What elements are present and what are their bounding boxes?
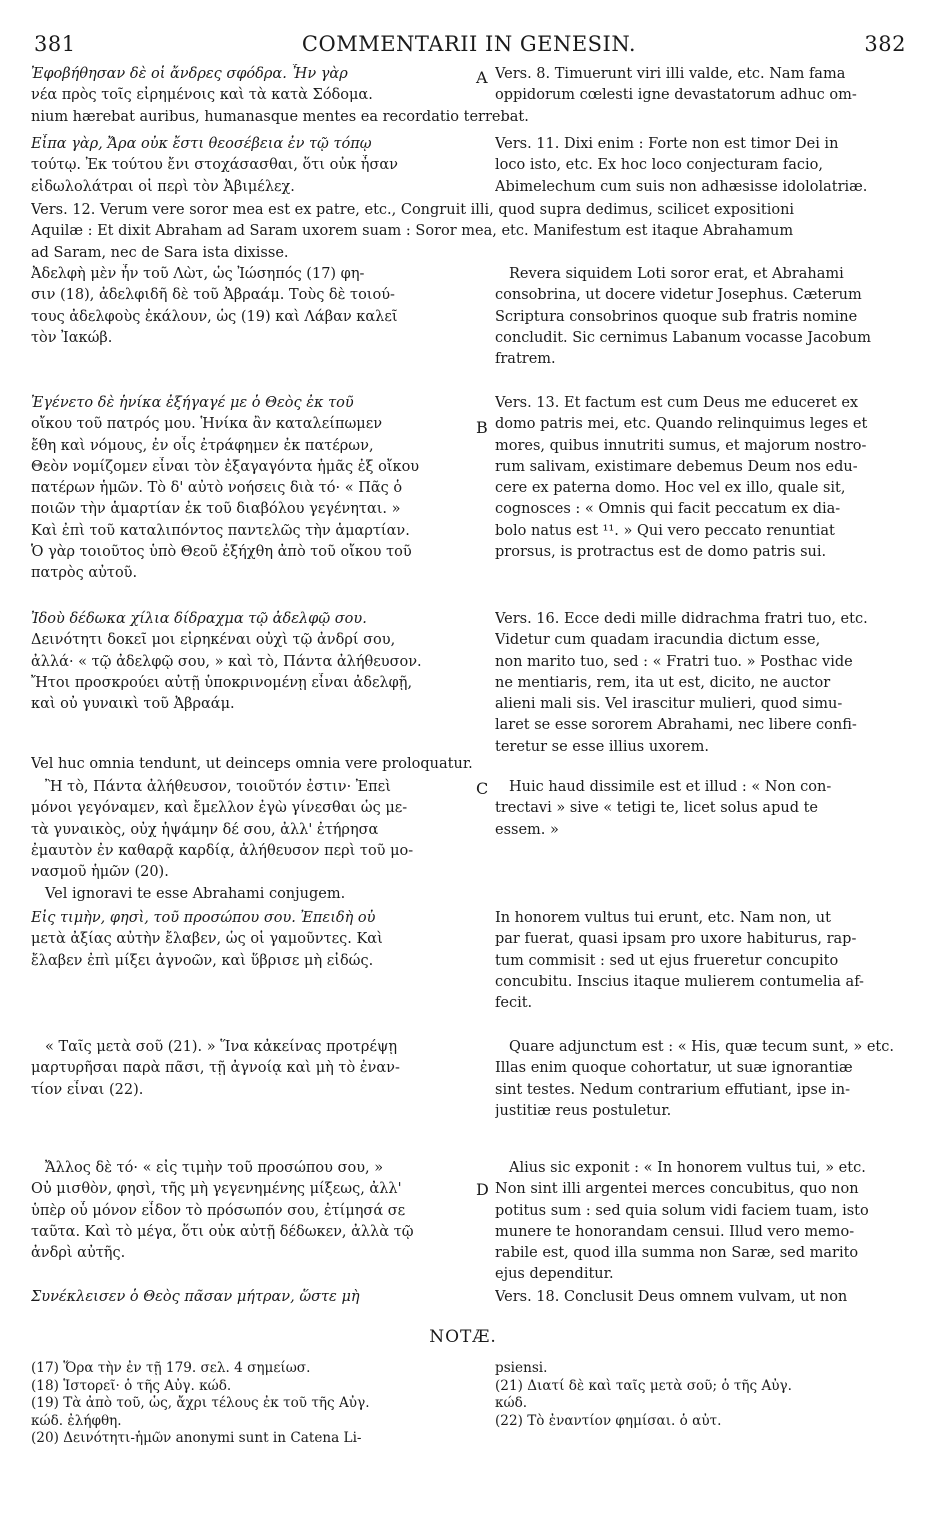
text-line: prorsus, is protractus est de domo patris sui.: [495, 544, 827, 561]
greek-passage: [31, 609, 473, 715]
latin-passage: [495, 609, 895, 758]
text-line: rabile est, quod illa summa non Saræ, sed marito: [495, 1245, 859, 1262]
text-line: ejus dependitur.: [495, 1266, 614, 1283]
latin-passage: [495, 64, 895, 107]
text-line: rum salivam, existimare debemus Deum nos edu-: [495, 458, 858, 475]
text-line: domo patris mei, etc. Quando relinquimus leges et: [495, 416, 868, 433]
text-line: Vers. 11. Dixi enim : Forte non est timor Dei in: [495, 136, 839, 152]
page-number-left: 381: [34, 32, 76, 56]
text-line: νέα πρὸς τοῖς εἰρημένοις καὶ τὰ κατὰ Σόδομα.: [31, 87, 373, 104]
greek-passage: [31, 1287, 473, 1308]
text-line: mores, quibus innutriti sumus, et majorum nostro-: [495, 437, 867, 454]
text-line: Alius sic exponit : « In honorem vultus tui, » etc.: [509, 1160, 866, 1176]
text-line: cere ex paterna domo. Hoc vel ex illo, quale sit,: [495, 480, 846, 497]
text-line: In honorem vultus tui erunt, etc. Nam non, ut: [495, 910, 831, 926]
text-line: Ὁ γὰρ τοιοῦτος ὑπὸ Θεοῦ ἐξήχθη ἀπὸ τοῦ οἴκου τοῦ: [31, 544, 412, 561]
greek-passage: [31, 1037, 473, 1101]
text-line: Δεινότητι δοκεῖ μοι εἰρηκέναι οὐχὶ τῷ ἀνδρί σου,: [31, 632, 396, 649]
text-line: bolo natus est ¹¹. » Qui vero peccato renuntiat: [495, 522, 835, 539]
footnote-line: (17) Ὅρα τὴν ἐν τῇ 179. σελ. 4 σημείωσ.: [31, 1360, 311, 1376]
greek-passage: [31, 908, 473, 972]
text-line: Videtur cum quadam iracundia dictum esse,: [495, 632, 821, 649]
text-line: Ἐγένετο δὲ ἡνίκα ἐξήγαγέ με ὁ Θεὸς ἐκ τοῦ: [31, 395, 354, 411]
text-line: loco isto, etc. Ex hoc loco conjecturam facio,: [495, 157, 824, 174]
footnote-line: κώδ. ἐλήφθη.: [31, 1412, 122, 1429]
text-line: Vel huc omnia tendunt, ut deinceps omnia vere proloquatur.: [31, 756, 473, 772]
text-line: alieni mali sis. Vel irascitur mulieri, quod simu-: [495, 696, 843, 713]
text-line: munere te honorandam censui. Illud vero memo-: [495, 1223, 855, 1240]
running-header: [28, 32, 910, 62]
full-width-passage: [31, 107, 895, 128]
full-width-passage: [31, 884, 895, 905]
text-line: ad Saram, nec de Sara ista dixisse.: [31, 244, 289, 261]
text-line: πατέρων ἡμῶν. Τὸ δ' αὐτὸ νοήσεις διὰ τό· « Πᾶς ὁ: [31, 480, 403, 497]
text-line: Ἀδελφὴ μὲν ἦν τοῦ Λὼτ, ὡς Ἰώσηπός (17) φη-: [31, 266, 365, 282]
text-line: essem. »: [495, 821, 559, 838]
text-line: Ἤτοι προσκρούει αὐτῇ ὑποκρινομένῃ εἶναι ἀδελφῇ,: [31, 674, 413, 691]
text-line: Ἐφοβήθησαν δὲ οἱ ἄνδρες σφόδρα. Ἦν γὰρ: [31, 66, 348, 82]
latin-passage: [495, 134, 895, 198]
text-line: τούτῳ. Ἐκ τούτου ἔνι στοχάσασθαι, ὅτι οὐκ ἦσαν: [31, 157, 398, 174]
text-line: Συνέκλεισεν ὁ Θεὸς πᾶσαν μήτραν, ὥστε μὴ: [31, 1289, 360, 1305]
text-line: πατρὸς αὐτοῦ.: [31, 565, 138, 582]
text-line: Aquilæ : Et dixit Abraham ad Saram uxorem suam : Soror mea, etc. Manifestum est itaque Abrahamum: [31, 223, 794, 240]
text-line: sint testes. Nedum contrarium effutiant, ipse in-: [495, 1081, 851, 1098]
running-title: COMMENTARII IN GENESIN.: [301, 32, 637, 56]
text-line: Vers. 18. Conclusit Deus omnem vulvam, ut non: [495, 1289, 848, 1305]
text-line: νασμοῦ ἡμῶν (20).: [31, 864, 169, 881]
text-line: ταῦτα. Καὶ τὸ μέγα, ὅτι οὐκ αὐτῇ δέδωκεν, ἀλλὰ τῷ: [31, 1223, 414, 1240]
footnote-line: psiensi.: [495, 1360, 548, 1376]
footnote-line: κώδ.: [495, 1395, 528, 1411]
greek-passage: [31, 1158, 473, 1264]
latin-passage: [495, 1037, 895, 1122]
text-line: Ἢ τὸ, Πάντα ἀλήθευσον, τοιοῦτόν ἐστιν· Ἐπεὶ: [45, 779, 391, 795]
text-line: tum commisit : sed ut ejus frueretur concupito: [495, 952, 839, 969]
text-line: Vers. 13. Et factum est cum Deus me educeret ex: [495, 395, 859, 411]
margin-marker-b: B: [476, 418, 488, 437]
footnote-line: (21) Διατί δὲ καὶ ταῖς μετὰ σοῦ; ὁ τῆς Αὐγ.: [495, 1377, 792, 1394]
text-line: Vers. 8. Timuerunt viri illi valde, etc. Nam fama: [495, 66, 846, 82]
text-line: Ἄλλος δὲ τό· « εἰς τιμὴν τοῦ προσώπου σου, »: [45, 1160, 384, 1176]
text-line: Abimelechum cum suis non adhæsisse idololatriæ.: [495, 178, 868, 195]
text-line: ne mentiaris, rem, ita ut est, dicito, ne auctor: [495, 674, 831, 691]
text-line: καὶ οὐ γυναικὶ τοῦ Ἀβραάμ.: [31, 696, 235, 713]
text-line: μόνοι γεγόναμεν, καὶ ἔμελλον ἐγὼ γίνεσθαι ὡς με-: [31, 800, 408, 817]
notes-heading: NOTÆ.: [429, 1327, 497, 1347]
text-line: ὑπὲρ οὗ μόνον εἶδον τὸ πρόσωπόν σου, ἐτίμησά σε: [31, 1202, 406, 1219]
text-line: oppidorum cœlesti igne devastatorum adhuc om-: [495, 87, 857, 104]
latin-passage: [495, 1158, 895, 1286]
margin-marker-c: C: [476, 779, 489, 798]
footnote-line: (18) Ἱστορεῖ· ὁ τῆς Αὐγ. κώδ.: [31, 1377, 232, 1394]
text-line: par fuerat, quasi ipsam pro uxore habiturus, rap-: [495, 931, 857, 948]
text-line: ἐμαυτὸν ἐν καθαρᾷ καρδίᾳ, ἀλήθευσον περὶ τοῦ μο-: [31, 842, 414, 859]
greek-passage: [31, 393, 473, 585]
greek-passage: [31, 64, 473, 107]
text-line: Vel ignoravi te esse Abrahami conjugem.: [45, 886, 346, 902]
text-line: τους ἀδελφοὺς ἐκάλουν, ὡς (19) καὶ Λάβαν καλεῖ: [31, 308, 398, 325]
greek-passage: [31, 134, 473, 198]
text-line: justitiæ reus postuletur.: [495, 1102, 672, 1119]
text-line: ποιῶν τὴν ἁμαρτίαν ἐκ τοῦ διαβόλου γεγένηται. »: [31, 501, 401, 518]
text-line: Scriptura consobrinos quoque sub fratris nomine: [495, 308, 858, 325]
text-line: non marito tuo, sed : « Fratri tuo. » Posthac vide: [495, 653, 853, 670]
full-width-passage: [31, 200, 895, 264]
text-line: Οὐ μισθὸν, φησὶ, τῆς μὴ γεγενημένης μίξεως, ἀλλ': [31, 1181, 402, 1198]
text-line: Huic haud dissimile est et illud : « Non con-: [509, 779, 832, 795]
text-line: concubitu. Inscius itaque mulierem contumelia af-: [495, 973, 864, 990]
text-line: fratrem.: [495, 351, 556, 368]
text-line: Καὶ ἐπὶ τοῦ καταλιπόντος παντελῶς τὴν ἁμαρτίαν.: [31, 522, 410, 539]
text-line: οἴκου τοῦ πατρός μου. Ἡνίκα ἂν καταλείπωμεν: [31, 416, 383, 433]
greek-passage: [31, 777, 473, 883]
text-line: trectavi » sive « tetigi te, licet solus apud te: [495, 800, 818, 817]
text-line: Θεὸν νομίζομεν εἶναι τὸν ἐξαγαγόντα ἡμᾶς ἐξ οἴκου: [31, 458, 420, 475]
text-line: potitus sum : sed quia solum vidi faciem tuam, isto: [495, 1202, 869, 1219]
text-line: nium hærebat auribus, humanasque mentes ea recordatio terrebat.: [31, 109, 529, 125]
latin-passage: [495, 908, 895, 1014]
text-line: ἔλαβεν ἐπὶ μίξει ἀγνοῶν, καὶ ὕβρισε μὴ εἰδώς.: [31, 952, 374, 969]
text-line: cognosces : « Omnis qui facit peccatum ex dia-: [495, 501, 841, 518]
text-line: μαρτυρῆσαι παρὰ πᾶσι, τῇ ἀγνοίᾳ καὶ μὴ τὸ ἐναν-: [31, 1060, 400, 1077]
text-line: σιν (18), ἀδελφιδῆ δὲ τοῦ Ἀβραάμ. Τοὺς δὲ τοιού-: [31, 287, 395, 304]
text-line: laret se esse sororem Abrahami, nec libere confi-: [495, 717, 857, 734]
text-line: Revera siquidem Loti soror erat, et Abrahami: [509, 266, 844, 282]
text-line: teretur se esse illius uxorem.: [495, 738, 709, 755]
text-line: consobrina, ut docere videtur Josephus. Cæterum: [495, 287, 862, 304]
text-line: fecit.: [495, 995, 533, 1012]
page-number-right: 382: [864, 32, 906, 56]
text-line: Εἰς τιμὴν, φησὶ, τοῦ προσώπου σου. Ἐπειδὴ οὐ: [31, 910, 376, 926]
margin-marker-d: D: [476, 1180, 489, 1199]
text-line: « Ταῖς μετὰ σοῦ (21). » Ἵνα κἀκείνας προτρέψῃ: [45, 1039, 398, 1055]
footnote-line: (20) Δεινότητι-ἡμῶν anonymi sunt in Catena Li-: [31, 1430, 362, 1446]
text-line: Illas enim quoque cohortatur, ut suæ ignorantiæ: [495, 1060, 853, 1077]
text-line: τὰ γυναικὸς, οὐχ ἡψάμην δέ σου, ἀλλ' ἐτήρησα: [31, 821, 379, 838]
text-line: τὸν Ἰακώβ.: [31, 329, 113, 346]
text-line: ἀνδρὶ αὐτῆς.: [31, 1245, 126, 1262]
text-line: Ἰδοὺ δέδωκα χίλια δίδραχμα τῷ ἀδελφῷ σου.: [31, 611, 367, 627]
latin-passage: [495, 1287, 895, 1308]
footnotes-right: [495, 1360, 895, 1430]
text-line: εἰδωλολάτραι οἱ περὶ τὸν Ἀβιμέλεχ.: [31, 178, 295, 195]
footnotes-left: [31, 1360, 473, 1448]
full-width-passage: [31, 754, 895, 775]
text-line: μετὰ ἀξίας αὐτὴν ἔλαβεν, ὡς οἱ γαμοῦντες. Καὶ: [31, 931, 383, 948]
text-line: τίον εἶναι (22).: [31, 1081, 144, 1098]
greek-passage: [31, 264, 473, 349]
text-line: ἀλλά· « τῷ ἀδελφῷ σου, » καὶ τὸ, Πάντα ἀλήθευσον.: [31, 653, 422, 670]
text-line: Quare adjunctum est : « His, quæ tecum sunt, » etc.: [509, 1039, 894, 1055]
text-line: ἔθη καὶ νόμους, ἐν οἷς ἐτράφημεν ἐκ πατέρων,: [31, 437, 374, 454]
text-line: Vers. 12. Verum vere soror mea est ex patre, etc., Congruit illi, quod supra dedimus, scilicet expositioni: [31, 202, 795, 218]
footnote-line: (19) Τὰ ἀπὸ τοῦ, ὡς, ἄχρι τέλους ἐκ τοῦ τῆς Αὐγ.: [31, 1395, 370, 1411]
text-line: Vers. 16. Ecce dedi mille didrachma fratri tuo, etc.: [495, 611, 868, 627]
latin-passage: [495, 393, 895, 563]
margin-marker-a: A: [476, 68, 488, 87]
latin-passage: [495, 264, 895, 370]
text-line: concludit. Sic cernimus Labanum vocasse Jacobum: [495, 329, 871, 346]
text-line: Non sint illi argentei merces concubitus, quo non: [495, 1181, 859, 1198]
text-line: Εἶπα γὰρ, Ἄρα οὐκ ἔστι θεοσέβεια ἐν τῷ τόπῳ: [31, 136, 372, 152]
footnote-line: (22) Τὸ ἐναντίον φημίσαι. ὁ αὐτ.: [495, 1412, 722, 1429]
latin-passage: [495, 777, 895, 841]
